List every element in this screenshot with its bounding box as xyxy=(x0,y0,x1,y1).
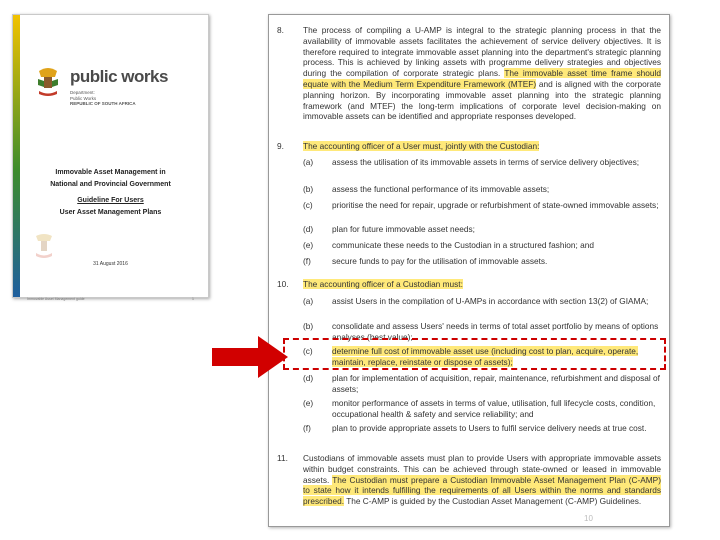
highlighted-camp-sentence: The Custodian must prepare a Custodian Immovable Asset Management Plan (C-AMP) to state how it intends fulfilling the requirements of all Users within the norms and standards prescribed. xyxy=(303,474,661,507)
paragraph-10-heading: 10. The accounting officer of a Custodian must: xyxy=(277,279,463,289)
guideline-text-page xyxy=(268,14,670,527)
list-item: (f) plan to provide appropriate assets to Users to fulfil service delivery needs at true cost. xyxy=(303,423,647,433)
paragraph-9-heading: 9. The accounting officer of a User must, jointly with the Custodian: xyxy=(277,141,540,151)
list-item: (d) plan for implementation of acquisition, repair, maintenance, refurbishment and disposal of assets; xyxy=(303,373,660,394)
list-item: (a) assist Users in the compilation of U-AMPs in accordance with section 13(2) of GIAMA; xyxy=(303,296,649,306)
dashed-callout-box xyxy=(283,338,666,370)
list-item: (e) communicate these needs to the Custodian in a structured fashion; and xyxy=(303,240,594,250)
cover-title: Immovable Asset Management in National and Provincial Government xyxy=(50,169,171,188)
guideline-cover-page: public works Department: Public Works REPUBLIC OF SOUTH AFRICA Immovable Asset Management in National and Provincial Government Guideline For Users User Asset Management Plans 31 August 2016 Immovable Asset Management guide 1 xyxy=(12,14,209,298)
list-item: (b) consolidate and assess Users' needs in terms of total asset portfolio by means of options analyses (best value); xyxy=(303,321,659,342)
cover-color-stripe xyxy=(13,15,20,297)
paragraph-8: 8. The process of compiling a U-AMP is integral to the strategic planning process in that the availability of immovable assets facilitates the achievement of service delivery objectives. It is therefore required to integrate immovable asset planning into the department's strategic planning process. This is achieved by linking assets with programme delivery strategies and objectives during the compilation of corporate strategic plans. The immovable asset time frame should equate with the Medium Term Expenditure Framework (MTEF) and is aligned with the corporate planning horizon. By incorporating immovable asset planning into the strategic planning framework (and MTEF) the long-term implications of corporate level decision-making on immovable assets can be identified and appropriate responses developed. xyxy=(277,25,661,122)
list-item: (c) prioritise the need for repair, upgrade or refurbishment of state-owned immovable assets; xyxy=(303,200,659,210)
list-item: (b) assess the functional performance of its immovable assets; xyxy=(303,184,550,194)
department-label: Department: Public Works REPUBLIC OF SOUTH AFRICA xyxy=(70,90,136,106)
public-works-logo-text: public works xyxy=(70,67,168,86)
coat-of-arms-icon xyxy=(35,67,61,97)
callout-item: (c) determine full cost of immovable asset use (including cost to plan, acquire, operate, maintain, replace, reinstate or dispose of assets); xyxy=(303,346,639,367)
cover-subtitle: Guideline For Users User Asset Management Plans xyxy=(59,197,162,216)
list-item: (d) plan for future immovable asset needs; xyxy=(303,224,475,234)
paragraph-11: 11. Custodians of immovable assets must plan to provide Users with appropriate immovable assets within budget constraints. This can be achieved through state-owned or leased in immovable assets. The Custodian must prepare a Custodian Immovable Asset Management Plan (C-AMP) to state how it intends fulfilling the requirements of all Users within the norms and standards prescribed. The C-AMP is guided by the Custodian Asset Management (C-AMP) Guidelines. xyxy=(277,453,661,507)
list-item: (f) secure funds to pay for the utilisation of immovable assets. xyxy=(303,256,548,266)
page-number: 10 xyxy=(584,514,593,523)
list-item: (a) assess the utilisation of its immovable assets in terms of service delivery objectives; xyxy=(303,157,640,167)
red-arrow-icon xyxy=(212,336,288,378)
highlighted-full-cost-text: determine full cost of immovable asset use (including cost to plan, acquire, operate, maintain, replace, reinstate or dispose of assets); xyxy=(332,346,639,367)
highlighted-mtef-sentence: The immovable asset time frame should equate with the Medium Term Expenditure Framework (MTEF) xyxy=(303,68,661,89)
faded-crest-icon xyxy=(33,233,55,259)
cover-date: 31 August 2016 xyxy=(93,261,128,267)
list-item: (e) monitor performance of assets in terms of value, utilisation, full lifecycle costs, condition, occupational health & safety and service reliability; and xyxy=(303,398,656,419)
